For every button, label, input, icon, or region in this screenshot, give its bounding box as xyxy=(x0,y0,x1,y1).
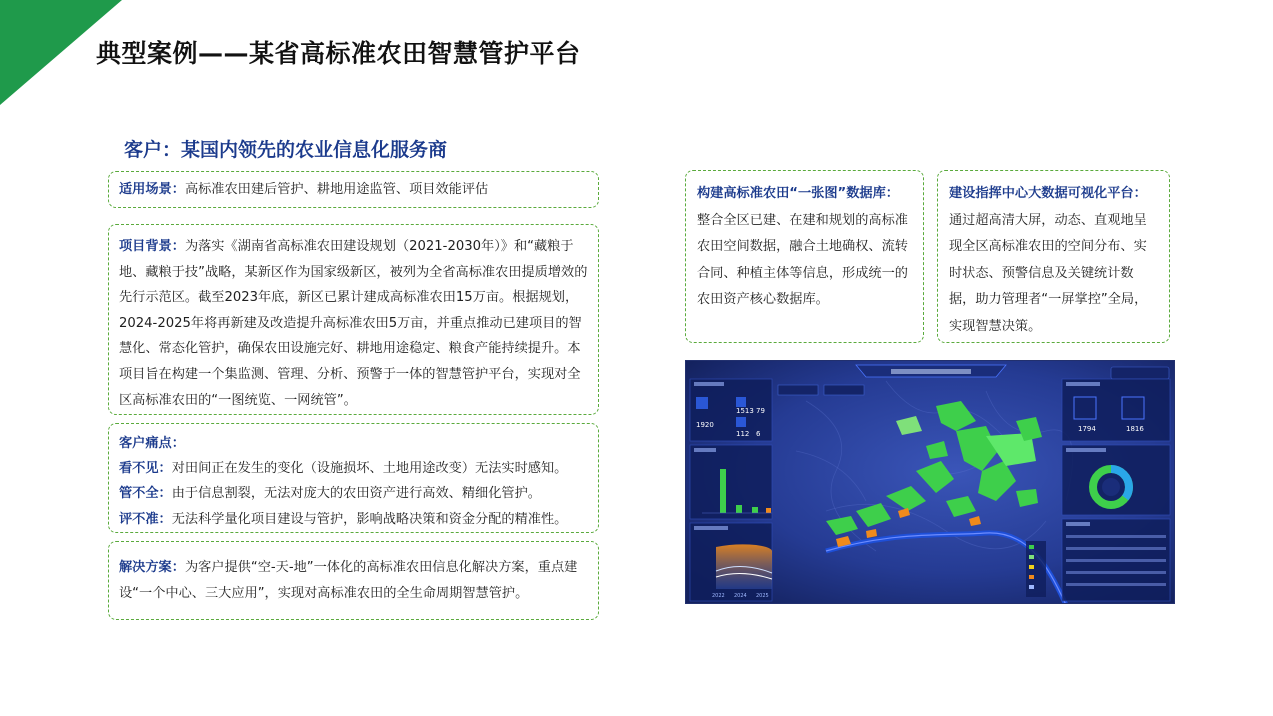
pain-item-text: 对田间正在发生的变化（设施损坏、土地用途改变）无法实时感知。 xyxy=(171,461,568,477)
pain-item-label: 管不全： xyxy=(119,486,172,502)
pain-item xyxy=(119,507,588,532)
stat-value: 1794 xyxy=(1078,425,1096,433)
page-title: 典型案例——某省高标准农田智慧管护平台 xyxy=(96,39,581,68)
year-label: 2025 xyxy=(756,593,769,599)
dashboard-illustration xyxy=(686,361,1175,604)
scene-text: 高标准农田建后管护、耕地用途监管、项目效能评估 xyxy=(184,182,489,197)
solution-text: 为客户提供“空-天-地”一体化的高标准农田信息化解决方案，重点建设“一个中心、三大应用”，实现对高标准农田的全生命周期智慧管护。 xyxy=(119,560,578,601)
background-box xyxy=(108,224,599,415)
solution-label: 解决方案： xyxy=(119,560,185,575)
background-label: 项目背景： xyxy=(119,239,185,254)
background-text: 为落实《湖南省高标准农田建设规划（2021-2030年）》和“藏粮于地、藏粮于技”战略，某新区作为国家级新区，被列为全省高标准农田提质增效的先行示范区。截至2023年底，新区已累计建成高标准农田15万亩。根据规划，2024-2025年将再新建及改造提升高标准农田5万亩，并重点推动已建项目的智慧化、常态化管护，确保农田设施完好、耕地用途稳定、粮食产能持续提升。本项目旨在构建一个集监测、管理、分析、预警于一体的智慧管护平台，实现对全区高标准农田的“一图统览、一网统管”。 xyxy=(119,239,588,408)
stat-value: 79 xyxy=(756,407,765,415)
map-legend xyxy=(1026,541,1046,597)
scene-label: 适用场景： xyxy=(119,182,185,197)
map-database-box xyxy=(685,170,924,343)
pain-points-box xyxy=(108,423,599,533)
pain-item xyxy=(119,481,588,506)
stat-value: 1920 xyxy=(696,421,714,429)
pain-item xyxy=(119,456,588,481)
stat-value: 1816 xyxy=(1126,425,1144,433)
pain-item-label: 评不准： xyxy=(119,511,172,527)
stat-value: 6 xyxy=(756,430,761,438)
pain-item-text: 由于信息割裂，无法对庞大的农田资产进行高效、精细化管护。 xyxy=(171,486,541,502)
stat-value: 1513 xyxy=(736,407,754,415)
pain-item-text: 无法科学量化项目建设与管护，影响战略决策和资金分配的精准性。 xyxy=(171,511,568,527)
pain-points-title: 客户痛点： xyxy=(119,436,185,451)
visual-platform-box xyxy=(937,170,1170,343)
stat-value: 112 xyxy=(736,430,750,438)
left-panels xyxy=(690,379,772,601)
dashboard-screenshot xyxy=(685,360,1175,604)
map-database-text: 整合全区已建、在建和规划的高标准农田空间数据，融合土地确权、流转合同、种植主体等信息，形成统一的农田资产核心数据库。 xyxy=(697,212,908,307)
pain-item-label: 看不见： xyxy=(119,461,172,477)
client-heading: 客户：某国内领先的农业信息化服务商 xyxy=(124,139,448,161)
year-label: 2022 xyxy=(712,593,725,599)
year-label: 2024 xyxy=(734,593,747,599)
visual-platform-text: 通过超高清大屏，动态、直观地呈现全区高标准农田的空间分布、实时状态、预警信息及关键统计数据，助力管理者“一屏掌控”全局，实现智慧决策。 xyxy=(949,212,1148,334)
solution-box xyxy=(108,541,599,620)
map-database-label: 构建高标准农田“一张图”数据库： xyxy=(697,186,899,201)
visual-platform-label: 建设指挥中心大数据可视化平台： xyxy=(949,186,1147,201)
scene-box xyxy=(108,171,599,208)
